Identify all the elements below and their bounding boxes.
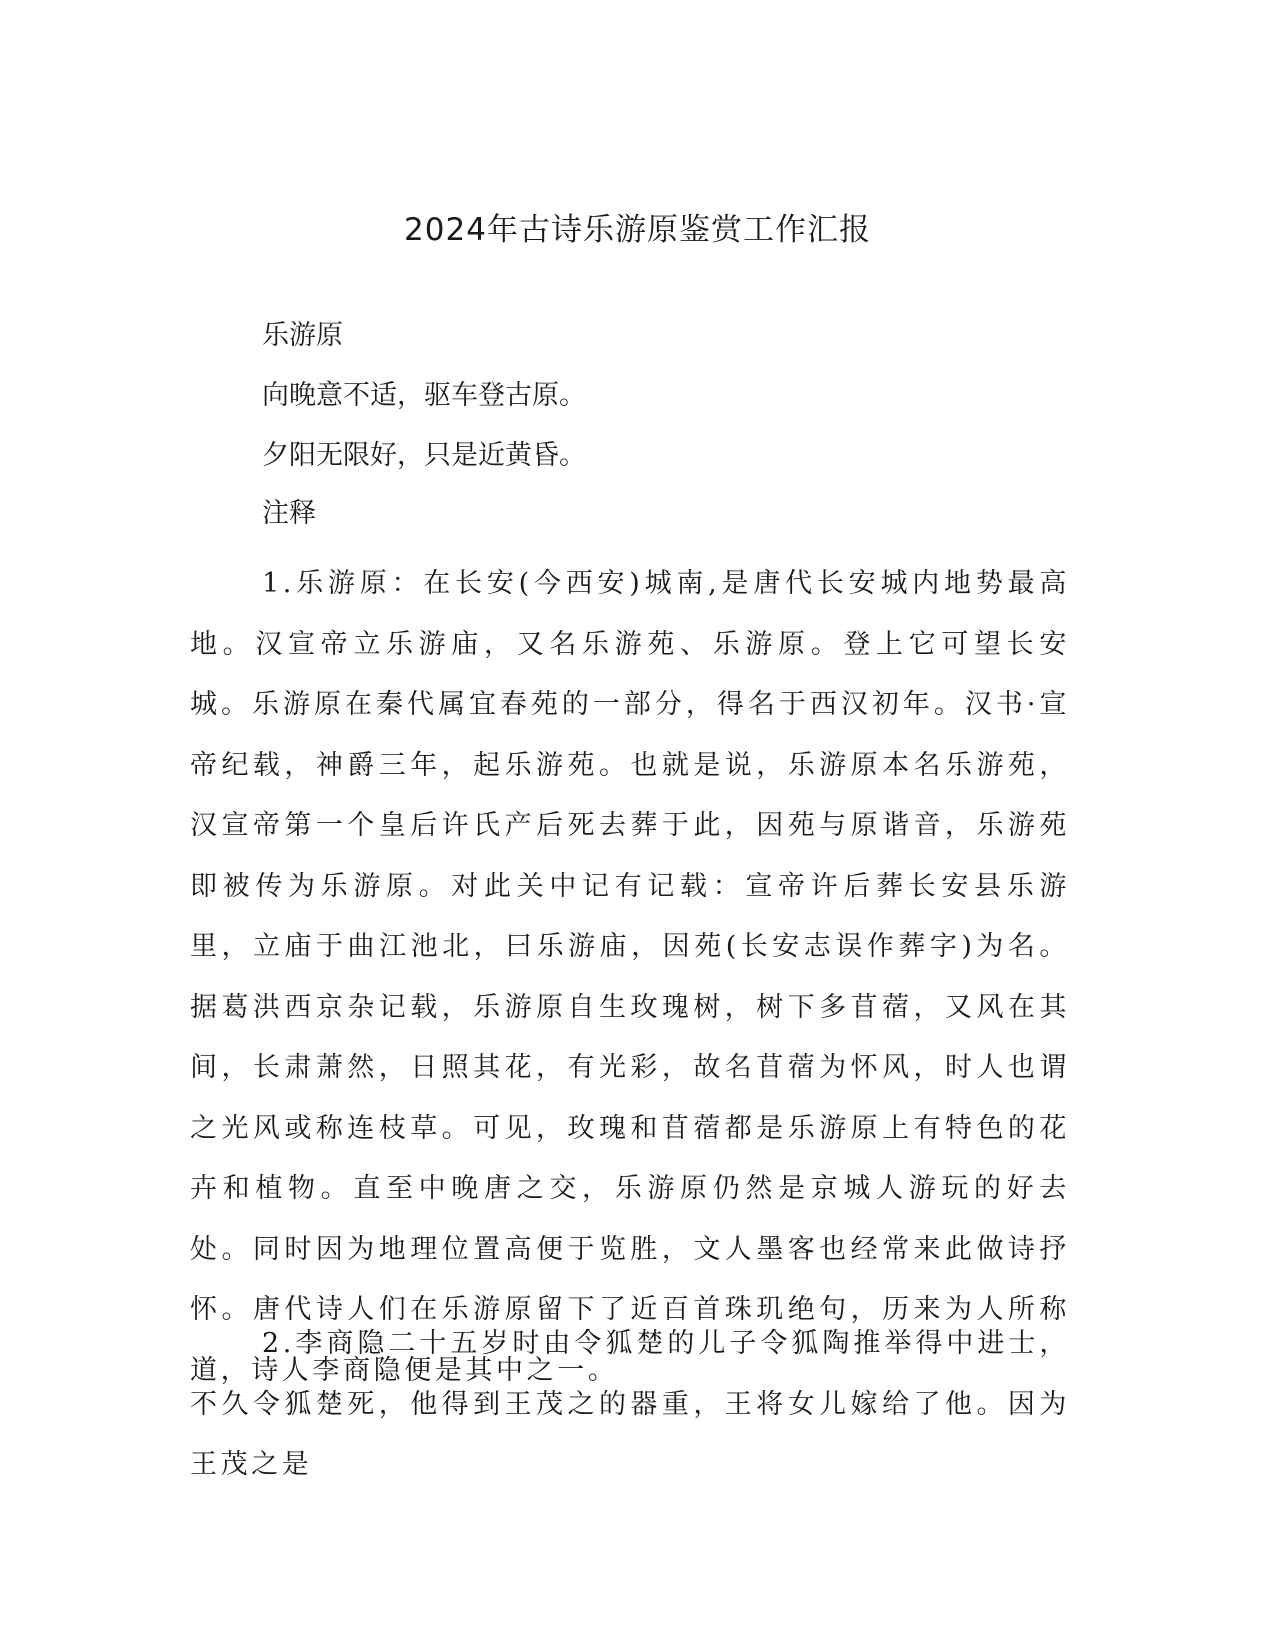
poem-line-2: 夕阳无限好，只是近黄昏。: [262, 440, 586, 471]
poem-line-1: 向晚意不适，驱车登古原。: [262, 380, 586, 411]
note-paragraph-1: 1.乐游原：在长安(今西安)城南,是唐代长安城内地势最高地。汉宣帝立乐游庙，又名乐游苑、乐游原。登上它可望长安城。乐游原在秦代属宜春苑的一部分，得名于西汉初年。汉书·宣帝纪载，神爵三年，起乐游苑。也就是说，乐游原本名乐游苑，汉宣帝第一个皇后许氏产后死去葬于此，因苑与原谐音，乐游苑即被传为乐游原。对此关中记有记载：宣帝许后葬长安县乐游里，立庙于曲江池北，曰乐游庙，因苑(长安志误作葬字)为名。据葛洪西京杂记载，乐游原自生玫瑰树，树下多苜蓿，又风在其间，长肃萧然，日照其花，有光彩，故名苜蓿为怀风，时人也谓之光风或称连枝草。可见，玫瑰和苜蓿都是乐游原上有特色的花卉和植物。直至中晚唐之交，乐游原仍然是京城人游玩的好去处。同时因为地理位置高便于览胜，文人墨客也经常来此做诗抒怀。唐代诗人们在乐游原留下了近百首珠玑绝句，历来为人所称道，诗人李商隐便是其中之一。: [190, 568, 1070, 1386]
poem-heading: 乐游原: [262, 320, 343, 351]
note-paragraph-2: 2.李商隐二十五岁时由令狐楚的儿子令狐陶推举得中进士，不久令狐楚死，他得到王茂之的器重，王将女儿嫁给了他。因为王茂之是: [190, 1328, 1070, 1480]
document-title: 2024年古诗乐游原鉴赏工作汇报: [404, 212, 871, 248]
notes-heading: 注释: [262, 498, 316, 529]
